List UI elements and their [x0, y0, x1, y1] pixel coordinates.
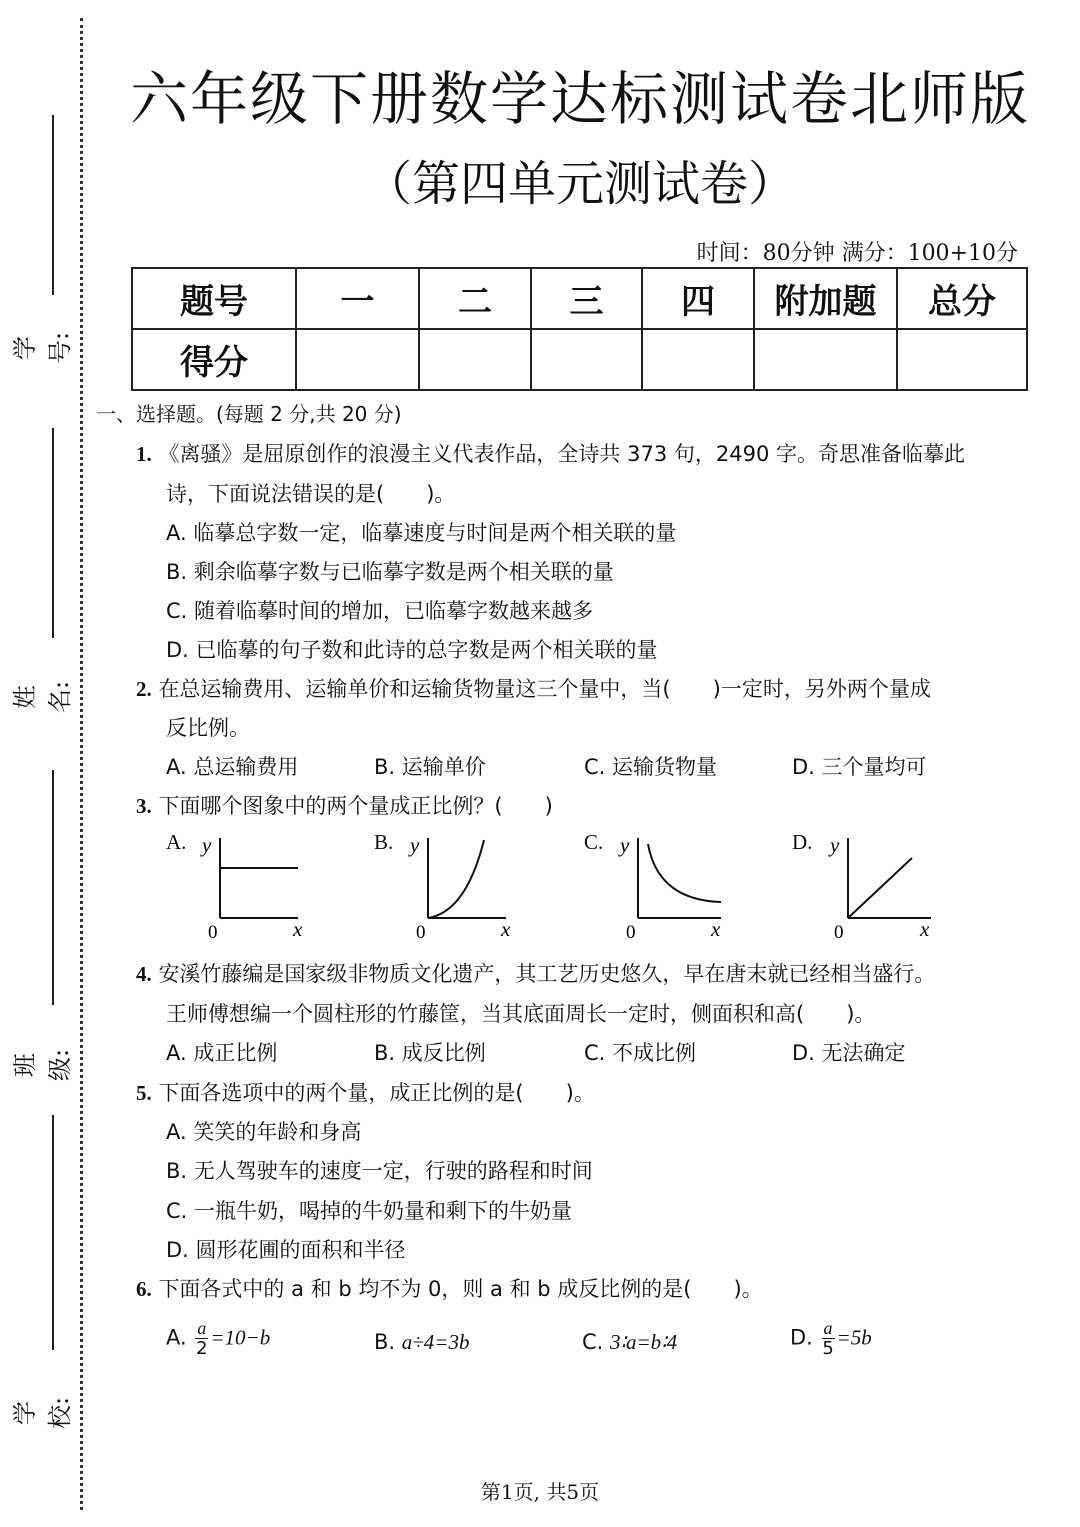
- svg-text:0: 0: [834, 922, 844, 940]
- binding-dotted-line: [80, 18, 83, 1510]
- question-6-option-d[interactable]: [790, 1318, 872, 1359]
- graph-c[interactable]: [616, 830, 776, 940]
- question-4-option-a[interactable]: A. 成正比例: [166, 1041, 278, 1065]
- question-6-option-b[interactable]: [374, 1330, 469, 1355]
- question-2-option-d[interactable]: D. 三个量均可: [792, 755, 927, 779]
- question-4-line-2: 王师傅想编一个圆柱形的竹藤筐，当其底面周长一定时，侧面积和高( )。: [166, 1002, 876, 1026]
- score-header-cell: 一: [296, 268, 419, 329]
- svg-text:0: 0: [208, 922, 218, 940]
- question-2-line-2: 反比例。: [166, 716, 250, 740]
- question-4-line-1: [136, 958, 935, 988]
- fraction: [822, 1318, 835, 1359]
- question-5-option-d[interactable]: D. 圆形花圃的面积和半径: [166, 1238, 406, 1262]
- svg-text:0: 0: [416, 922, 426, 940]
- score-header-cell: 四: [642, 268, 754, 329]
- question-5-option-b[interactable]: B. 无人驾驶车的速度一定，行驶的路程和时间: [166, 1159, 593, 1183]
- score-row-label: 得分: [132, 329, 296, 390]
- question-1-line-2: 诗，下面说法错误的是( )。: [166, 482, 456, 506]
- question-1-option-c[interactable]: C. 随着临摹时间的增加，已临摹字数越来越多: [166, 599, 594, 623]
- question-3-option-b[interactable]: B.: [374, 830, 394, 854]
- school-line: [52, 1115, 54, 1350]
- question-1-line-1: [136, 438, 965, 468]
- fraction-numerator: a: [197, 1318, 207, 1338]
- question-6-line-1: [136, 1273, 763, 1303]
- score-table-score-row: [132, 329, 1027, 390]
- score-cell[interactable]: [642, 329, 754, 390]
- svg-text:x: x: [501, 917, 511, 940]
- svg-text:y: y: [202, 833, 212, 857]
- fraction: [195, 1318, 208, 1359]
- score-table: [131, 267, 1028, 391]
- question-2-line-1: [136, 673, 931, 703]
- school-label: 学校:: [11, 1396, 74, 1430]
- class-line: [52, 770, 54, 1005]
- fraction-denominator: 2: [196, 1338, 208, 1359]
- question-number: 5.: [136, 1081, 152, 1105]
- question-number: 4.: [136, 962, 152, 986]
- question-2-option-a[interactable]: A. 总运输费用: [166, 755, 299, 779]
- question-number: 1.: [136, 442, 152, 466]
- score-cell[interactable]: [419, 329, 531, 390]
- score-header-cell: 题号: [132, 268, 296, 329]
- exam-meta: 时间：80分钟 满分：100+10分: [696, 241, 1018, 266]
- score-cell[interactable]: [296, 329, 419, 390]
- question-text: 下面哪个图象中的两个量成正比例？( ): [158, 794, 553, 818]
- question-2-option-b[interactable]: B. 运输单价: [374, 755, 486, 779]
- score-cell[interactable]: [754, 329, 897, 390]
- page-footer: 第1页, 共5页: [480, 1480, 600, 1504]
- svg-text:x: x: [293, 917, 303, 940]
- question-number: 6.: [136, 1277, 152, 1301]
- graph-d[interactable]: [826, 830, 986, 940]
- question-1-option-b[interactable]: B. 剩余临摹字数与已临摹字数是两个相关联的量: [166, 560, 614, 584]
- graph-a[interactable]: [198, 830, 358, 940]
- option-letter: A.: [166, 1325, 187, 1350]
- question-number: 3.: [136, 794, 152, 818]
- option-letter: D.: [790, 1325, 813, 1350]
- score-cell[interactable]: [531, 329, 642, 390]
- name-line: [52, 428, 54, 638]
- svg-text:x: x: [920, 917, 930, 940]
- svg-text:y: y: [830, 833, 840, 857]
- fraction-denominator: 5: [822, 1338, 834, 1359]
- student-id-label: 学号:: [11, 331, 74, 365]
- question-text: 《离骚》是屈原创作的浪漫主义代表作品，全诗共 373 句，2490 字。奇思准备临摹此: [158, 442, 965, 466]
- page-title: 六年级下册数学达标测试卷北师版: [129, 65, 1030, 133]
- score-header-cell: 附加题: [754, 268, 897, 329]
- name-label: 姓名:: [11, 680, 74, 714]
- page-subtitle: （第四单元测试卷）: [363, 156, 796, 212]
- expression: 3∶a=b∶4: [610, 1330, 678, 1354]
- question-text: 下面各式中的 a 和 b 均不为 0，则 a 和 b 成反比例的是( )。: [158, 1277, 763, 1301]
- score-header-cell: 三: [531, 268, 642, 329]
- question-1-option-d[interactable]: D. 已临摹的句子数和此诗的总字数是两个相关联的量: [166, 638, 658, 662]
- question-3-option-d[interactable]: D.: [792, 830, 813, 854]
- score-header-cell: 总分: [897, 268, 1027, 329]
- section-1-title: 一、选择题。(每题 2 分,共 20 分): [96, 402, 402, 426]
- question-number: 2.: [136, 677, 152, 701]
- question-4-option-c[interactable]: C. 不成比例: [584, 1041, 697, 1065]
- score-cell[interactable]: [897, 329, 1027, 390]
- svg-text:0: 0: [626, 922, 636, 940]
- question-text: 在总运输费用、运输单价和运输货物量这三个量中，当( )一定时，另外两个量成: [158, 677, 931, 701]
- question-text: 下面各选项中的两个量，成正比例的是( )。: [158, 1081, 595, 1105]
- fraction-numerator: a: [823, 1318, 833, 1338]
- question-1-option-a[interactable]: A. 临摹总字数一定，临摹速度与时间是两个相关联的量: [166, 521, 677, 545]
- option-letter: C.: [582, 1330, 604, 1354]
- question-text: 安溪竹藤编是国家级非物质文化遗产，其工艺历史悠久，早在唐末就已经相当盛行。: [158, 962, 936, 986]
- graph-b[interactable]: [406, 830, 566, 940]
- question-3-line-1: [136, 790, 553, 820]
- svg-text:y: y: [410, 833, 420, 857]
- expression-rest: =10−b: [210, 1325, 271, 1350]
- question-4-option-b[interactable]: B. 成反比例: [374, 1041, 486, 1065]
- question-4-option-d[interactable]: D. 无法确定: [792, 1041, 906, 1065]
- svg-text:y: y: [620, 833, 630, 857]
- svg-text:x: x: [711, 917, 721, 940]
- question-2-option-c[interactable]: C. 运输货物量: [584, 755, 718, 779]
- question-6-option-a[interactable]: [166, 1318, 270, 1359]
- class-label: 班级:: [11, 1048, 74, 1082]
- question-3-option-a[interactable]: A.: [166, 830, 187, 854]
- score-table-header-row: [132, 268, 1027, 329]
- question-6-option-c[interactable]: [582, 1330, 677, 1355]
- score-header-cell: 二: [419, 268, 531, 329]
- expression: a÷4=3b: [401, 1330, 470, 1354]
- question-5-line-1: [136, 1077, 595, 1107]
- question-5-option-a[interactable]: A. 笑笑的年龄和身高: [166, 1120, 362, 1144]
- expression-rest: =5b: [836, 1325, 872, 1350]
- question-3-option-c[interactable]: C.: [584, 830, 604, 854]
- question-5-option-c[interactable]: C. 一瓶牛奶，喝掉的牛奶量和剩下的牛奶量: [166, 1199, 573, 1223]
- option-letter: B.: [374, 1330, 396, 1354]
